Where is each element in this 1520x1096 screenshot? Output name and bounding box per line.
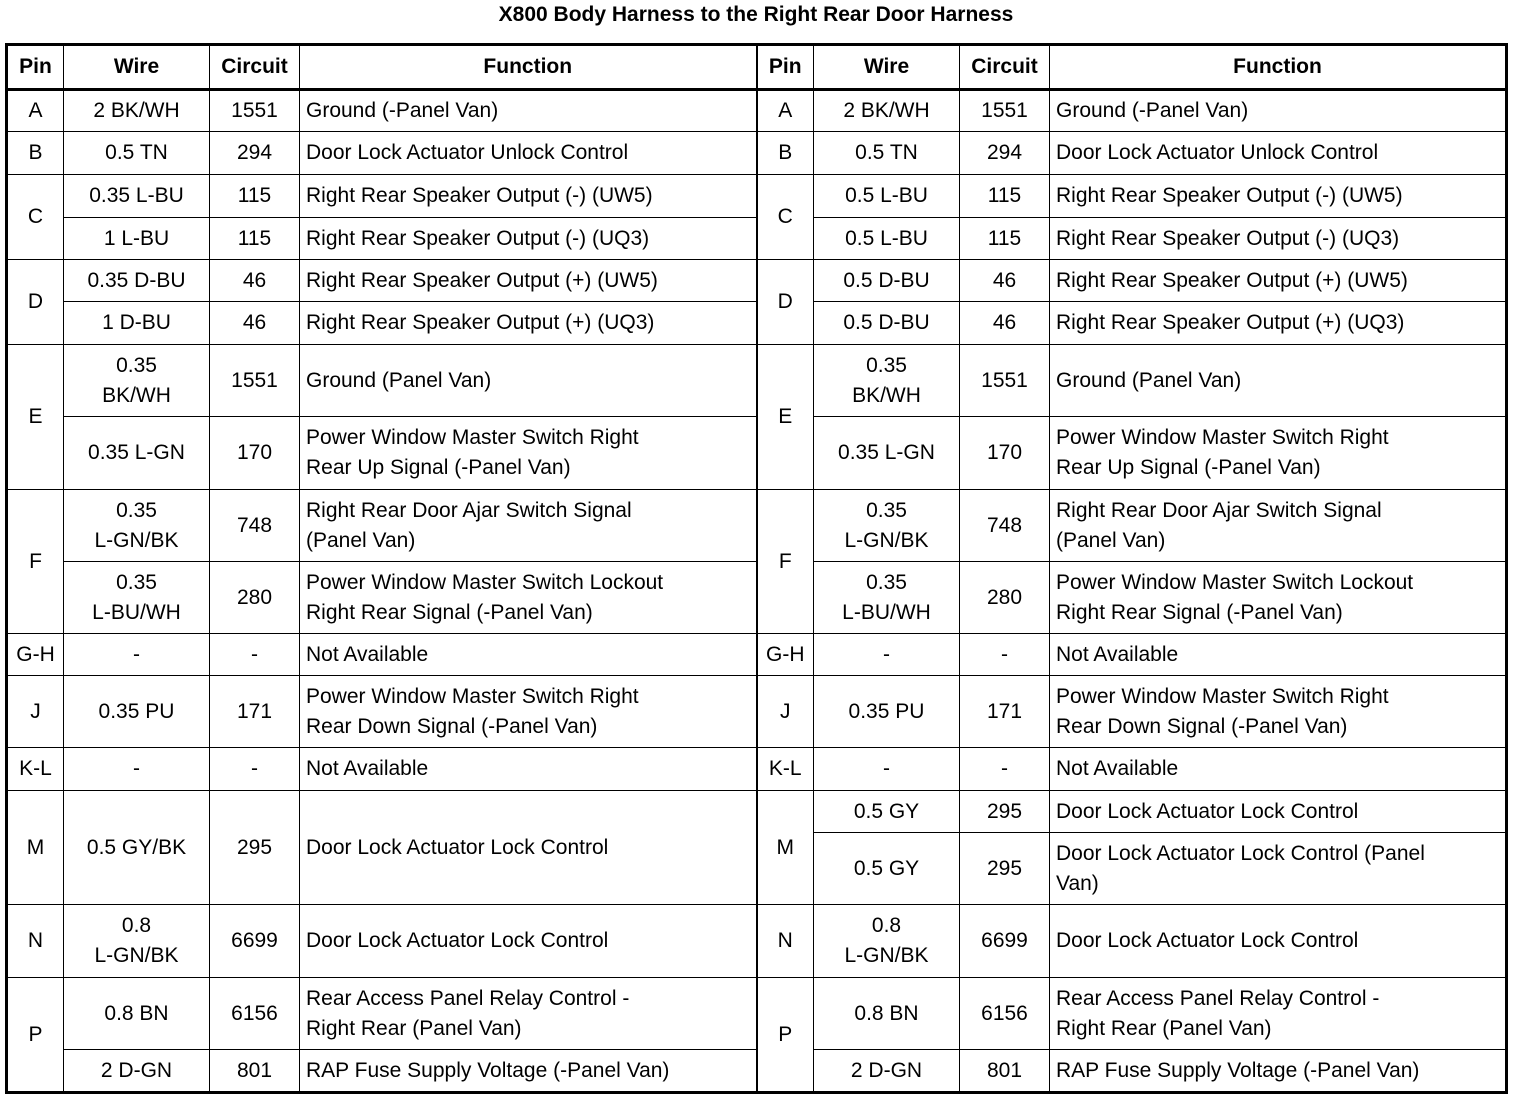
left-function-cell: Door Lock Actuator Lock Control [300, 905, 757, 978]
right-pin-cell: M [757, 791, 814, 905]
right-wire-cell: 0.35 L-GN/BK [814, 490, 960, 562]
left-circuit-cell: 46 [210, 302, 300, 345]
right-function-cell: Ground (-Panel Van) [1050, 90, 1507, 132]
right-wire-cell: 0.5 L-BU [814, 218, 960, 260]
header-pin: Pin [757, 45, 814, 90]
right-wire-cell: 0.5 GY [814, 791, 960, 833]
right-pin-cell: C [757, 175, 814, 260]
left-wire-cell: 1 L-BU [64, 218, 210, 260]
left-circuit-cell: 115 [210, 218, 300, 260]
right-wire-cell: 0.35 PU [814, 676, 960, 748]
table-row [7, 175, 1507, 218]
header-circuit: Circuit [960, 45, 1050, 90]
left-function-cell: Door Lock Actuator Unlock Control [300, 132, 757, 175]
left-circuit-cell: 748 [210, 490, 300, 562]
right-pin-cell: F [757, 490, 814, 634]
right-function-cell: Right Rear Speaker Output (-) (UQ3) [1050, 218, 1507, 260]
left-function-cell: Door Lock Actuator Lock Control [300, 791, 757, 905]
left-circuit-cell: 801 [210, 1050, 300, 1093]
right-circuit-cell: 1551 [960, 90, 1050, 132]
table-row [7, 345, 1507, 417]
left-pin-cell: M [7, 791, 64, 905]
right-function-cell: Right Rear Speaker Output (+) (UW5) [1050, 260, 1507, 302]
right-circuit-cell: 295 [960, 833, 1050, 905]
right-circuit-cell: 6699 [960, 905, 1050, 978]
left-function-cell: Right Rear Speaker Output (-) (UW5) [300, 175, 757, 218]
left-circuit-cell: 170 [210, 417, 300, 490]
right-circuit-cell: 295 [960, 791, 1050, 833]
left-function-cell: Right Rear Speaker Output (+) (UW5) [300, 260, 757, 302]
header-pin: Pin [7, 45, 64, 90]
right-wire-cell: 0.8 L-GN/BK [814, 905, 960, 978]
left-wire-cell: 0.35 D-BU [64, 260, 210, 302]
left-function-cell: RAP Fuse Supply Voltage (-Panel Van) [300, 1050, 757, 1093]
left-pin-cell: N [7, 905, 64, 978]
right-wire-cell: 0.5 D-BU [814, 260, 960, 302]
table-row [7, 132, 1507, 175]
right-function-cell: Power Window Master Switch Right Rear Down Signal (-Panel Van) [1050, 676, 1507, 748]
header-wire: Wire [814, 45, 960, 90]
left-function-cell: Rear Access Panel Relay Control - Right Rear (Panel Van) [300, 978, 757, 1050]
left-function-cell: Right Rear Door Ajar Switch Signal (Panel Van) [300, 490, 757, 562]
left-pin-cell: D [7, 260, 64, 345]
left-circuit-cell: 1551 [210, 345, 300, 417]
left-wire-cell: 0.35 BK/WH [64, 345, 210, 417]
left-wire-cell: 1 D-BU [64, 302, 210, 345]
table-row [7, 978, 1507, 1050]
right-pin-cell: N [757, 905, 814, 978]
right-circuit-cell: 294 [960, 132, 1050, 175]
left-circuit-cell: 280 [210, 562, 300, 634]
table-row [7, 490, 1507, 562]
right-circuit-cell: 115 [960, 175, 1050, 218]
table-row [7, 260, 1507, 302]
right-pin-cell: P [757, 978, 814, 1093]
left-wire-cell: 0.8 BN [64, 978, 210, 1050]
right-function-cell: Door Lock Actuator Lock Control [1050, 791, 1507, 833]
right-wire-cell: - [814, 748, 960, 791]
left-pin-cell: B [7, 132, 64, 175]
left-circuit-cell: 46 [210, 260, 300, 302]
right-pin-cell: A [757, 90, 814, 132]
right-function-cell: Not Available [1050, 634, 1507, 676]
table-row [7, 791, 1507, 833]
table-row [7, 676, 1507, 748]
left-wire-cell: 0.35 L-GN/BK [64, 490, 210, 562]
left-circuit-cell: 294 [210, 132, 300, 175]
right-function-cell: Right Rear Speaker Output (+) (UQ3) [1050, 302, 1507, 345]
left-circuit-cell: - [210, 748, 300, 791]
right-circuit-cell: 115 [960, 218, 1050, 260]
left-circuit-cell: 295 [210, 791, 300, 905]
left-wire-cell: 0.5 GY/BK [64, 791, 210, 905]
right-function-cell: Door Lock Actuator Unlock Control [1050, 132, 1507, 175]
right-function-cell: Not Available [1050, 748, 1507, 791]
left-wire-cell: - [64, 634, 210, 676]
right-circuit-cell: 801 [960, 1050, 1050, 1093]
header-function: Function [300, 45, 757, 90]
right-circuit-cell: 6156 [960, 978, 1050, 1050]
right-circuit-cell: 46 [960, 260, 1050, 302]
right-function-cell: Right Rear Speaker Output (-) (UW5) [1050, 175, 1507, 218]
right-wire-cell: 0.35 L-BU/WH [814, 562, 960, 634]
left-pin-cell: J [7, 676, 64, 748]
right-pin-cell: G-H [757, 634, 814, 676]
right-circuit-cell: 1551 [960, 345, 1050, 417]
right-wire-cell: 2 D-GN [814, 1050, 960, 1093]
right-wire-cell: 0.5 D-BU [814, 302, 960, 345]
right-function-cell: Power Window Master Switch Lockout Right Rear Signal (-Panel Van) [1050, 562, 1507, 634]
left-pin-cell: F [7, 490, 64, 634]
right-pin-cell: E [757, 345, 814, 490]
table-row [7, 905, 1507, 978]
header-function: Function [1050, 45, 1507, 90]
right-wire-cell: 0.5 L-BU [814, 175, 960, 218]
left-circuit-cell: 1551 [210, 90, 300, 132]
table-body [7, 90, 1507, 1093]
right-circuit-cell: 748 [960, 490, 1050, 562]
left-circuit-cell: 6699 [210, 905, 300, 978]
left-wire-cell: - [64, 748, 210, 791]
header-row [7, 45, 1507, 90]
table-row [7, 634, 1507, 676]
left-circuit-cell: - [210, 634, 300, 676]
right-wire-cell: 0.35 BK/WH [814, 345, 960, 417]
table-title: X800 Body Harness to the Right Rear Door Harness [498, 3, 1014, 26]
right-circuit-cell: 46 [960, 302, 1050, 345]
left-function-cell: Ground (Panel Van) [300, 345, 757, 417]
right-function-cell: RAP Fuse Supply Voltage (-Panel Van) [1050, 1050, 1507, 1093]
right-circuit-cell: - [960, 748, 1050, 791]
left-wire-cell: 2 BK/WH [64, 90, 210, 132]
left-wire-cell: 2 D-GN [64, 1050, 210, 1093]
right-function-cell: Ground (Panel Van) [1050, 345, 1507, 417]
left-function-cell: Not Available [300, 748, 757, 791]
right-function-cell: Door Lock Actuator Lock Control [1050, 905, 1507, 978]
table-row [7, 90, 1507, 132]
left-pin-cell: G-H [7, 634, 64, 676]
left-pin-cell: C [7, 175, 64, 260]
left-function-cell: Power Window Master Switch Lockout Right Rear Signal (-Panel Van) [300, 562, 757, 634]
right-pin-cell: J [757, 676, 814, 748]
left-pin-cell: P [7, 978, 64, 1093]
left-circuit-cell: 171 [210, 676, 300, 748]
left-function-cell: Right Rear Speaker Output (+) (UQ3) [300, 302, 757, 345]
right-function-cell: Right Rear Door Ajar Switch Signal (Panel Van) [1050, 490, 1507, 562]
left-function-cell: Not Available [300, 634, 757, 676]
table-row [7, 748, 1507, 791]
right-wire-cell: 0.35 L-GN [814, 417, 960, 490]
right-function-cell: Power Window Master Switch Right Rear Up Signal (-Panel Van) [1050, 417, 1507, 490]
right-pin-cell: B [757, 132, 814, 175]
left-wire-cell: 0.5 TN [64, 132, 210, 175]
header-wire: Wire [64, 45, 210, 90]
right-pin-cell: K-L [757, 748, 814, 791]
right-wire-cell: - [814, 634, 960, 676]
right-wire-cell: 0.5 TN [814, 132, 960, 175]
harness-pinout-table [5, 43, 1508, 1094]
left-wire-cell: 0.8 L-GN/BK [64, 905, 210, 978]
right-function-cell: Door Lock Actuator Lock Control (Panel Van) [1050, 833, 1507, 905]
left-pin-cell: E [7, 345, 64, 490]
right-wire-cell: 0.8 BN [814, 978, 960, 1050]
right-wire-cell: 0.5 GY [814, 833, 960, 905]
left-function-cell: Ground (-Panel Van) [300, 90, 757, 132]
left-wire-cell: 0.35 L-GN [64, 417, 210, 490]
left-circuit-cell: 115 [210, 175, 300, 218]
right-wire-cell: 2 BK/WH [814, 90, 960, 132]
left-wire-cell: 0.35 PU [64, 676, 210, 748]
left-pin-cell: K-L [7, 748, 64, 791]
left-function-cell: Right Rear Speaker Output (-) (UQ3) [300, 218, 757, 260]
right-function-cell: Rear Access Panel Relay Control - Right Rear (Panel Van) [1050, 978, 1507, 1050]
left-wire-cell: 0.35 L-BU [64, 175, 210, 218]
right-circuit-cell: 171 [960, 676, 1050, 748]
left-function-cell: Power Window Master Switch Right Rear Up Signal (-Panel Van) [300, 417, 757, 490]
left-function-cell: Power Window Master Switch Right Rear Down Signal (-Panel Van) [300, 676, 757, 748]
left-pin-cell: A [7, 90, 64, 132]
header-circuit: Circuit [210, 45, 300, 90]
right-circuit-cell: 170 [960, 417, 1050, 490]
left-wire-cell: 0.35 L-BU/WH [64, 562, 210, 634]
right-circuit-cell: - [960, 634, 1050, 676]
left-circuit-cell: 6156 [210, 978, 300, 1050]
right-pin-cell: D [757, 260, 814, 345]
right-circuit-cell: 280 [960, 562, 1050, 634]
